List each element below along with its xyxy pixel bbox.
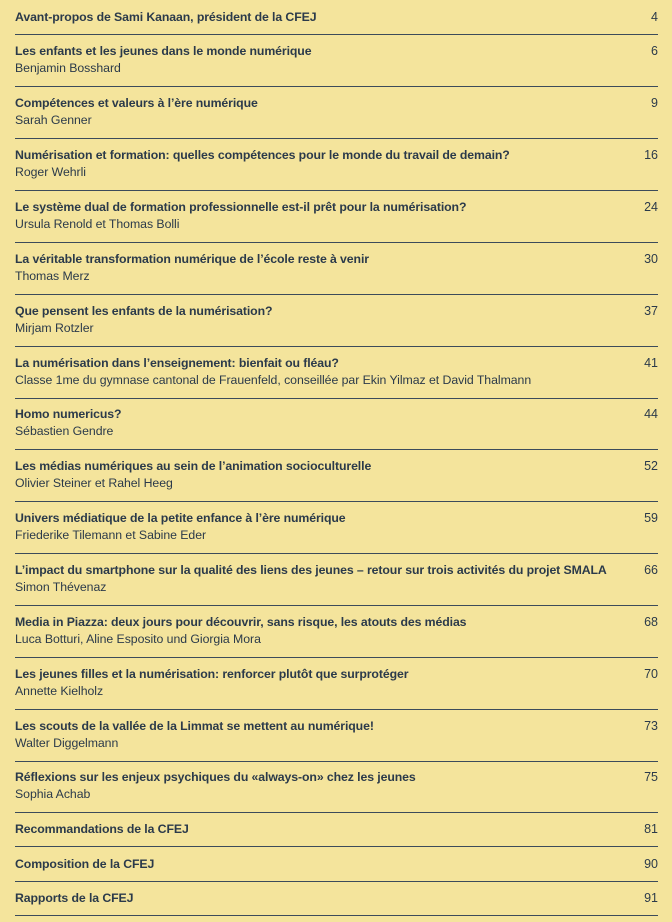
entry-page-number: 75: [644, 770, 658, 784]
entry-author: Sébastien Gendre: [15, 424, 114, 438]
toc-entry[interactable]: [15, 458, 658, 502]
entry-title: Homo numericus?: [15, 407, 122, 421]
entry-page-number: 70: [644, 667, 658, 681]
entry-author: Roger Wehrli: [15, 165, 86, 179]
entry-page-number: 6: [651, 44, 658, 58]
entry-title: Que pensent les enfants de la numérisation?: [15, 304, 273, 318]
entry-page-number: 91: [644, 891, 658, 905]
entry-author: Thomas Merz: [15, 269, 90, 283]
toc-entry[interactable]: [15, 303, 658, 347]
toc-entry[interactable]: [15, 510, 658, 554]
entry-title: Rapports de la CFEJ: [15, 891, 134, 905]
entry-title: Compétences et valeurs à l’ère numérique: [15, 96, 258, 110]
toc-entry[interactable]: [15, 614, 658, 658]
entry-author: Annette Kielholz: [15, 684, 104, 698]
entry-author: Mirjam Rotzler: [15, 321, 94, 335]
entry-page-number: 16: [644, 148, 658, 162]
entry-author: Walter Diggelmann: [15, 736, 119, 750]
toc-entry[interactable]: [15, 406, 658, 450]
entry-author: Benjamin Bosshard: [15, 61, 121, 75]
entry-author: Classe 1me du gymnase cantonal de Frauenfeld, conseillée par Ekin Yilmaz et David Thalmann: [15, 373, 532, 387]
entry-title: Avant-propos de Sami Kanaan, président de la CFEJ: [15, 10, 317, 24]
entry-page-number: 41: [644, 356, 658, 370]
entry-page-number: 4: [651, 10, 658, 24]
toc-entry[interactable]: [15, 718, 658, 762]
entry-author: Sarah Genner: [15, 113, 92, 127]
entry-title: La véritable transformation numérique de l’école reste à venir: [15, 252, 369, 266]
entry-page-number: 73: [644, 719, 658, 733]
entry-page-number: 30: [644, 252, 658, 266]
toc-entry[interactable]: [15, 769, 658, 813]
toc-entry[interactable]: [15, 147, 658, 191]
entry-title: Univers médiatique de la petite enfance à l’ère numérique: [15, 511, 346, 525]
toc-entry[interactable]: [15, 95, 658, 139]
entry-title: Réflexions sur les enjeux psychiques du «always-on» chez les jeunes: [15, 770, 416, 784]
entry-title: Les médias numériques au sein de l’animation socioculturelle: [15, 459, 372, 473]
entry-title: Les scouts de la vallée de la Limmat se mettent au numérique!: [15, 719, 374, 733]
entry-title: Media in Piazza: deux jours pour découvrir, sans risque, les atouts des médias: [15, 615, 467, 629]
toc-entry[interactable]: [15, 562, 658, 606]
toc-entry[interactable]: [15, 251, 658, 295]
entry-title: Le système dual de formation professionnelle est-il prêt pour la numérisation?: [15, 200, 467, 214]
toc-entry[interactable]: [15, 666, 658, 710]
entry-title: L’impact du smartphone sur la qualité des liens des jeunes – retour sur trois activités du projet SMALA: [15, 563, 607, 577]
entry-title: Numérisation et formation: quelles compétences pour le monde du travail de demain?: [15, 148, 510, 162]
entry-author: Friederike Tilemann et Sabine Eder: [15, 528, 207, 542]
entry-title: Recommandations de la CFEJ: [15, 822, 189, 836]
toc-entry[interactable]: [15, 199, 658, 243]
entry-author: Luca Botturi, Aline Esposito und Giorgia Mora: [15, 632, 261, 646]
entry-page-number: 37: [644, 304, 658, 318]
toc-entry[interactable]: [15, 43, 658, 87]
toc-entry[interactable]: [15, 890, 658, 916]
toc-entry[interactable]: [15, 355, 658, 399]
entry-page-number: 44: [644, 407, 658, 421]
entry-page-number: 24: [644, 200, 658, 214]
toc-entry[interactable]: [15, 856, 658, 882]
entry-page-number: 90: [644, 857, 658, 871]
entry-page-number: 9: [651, 96, 658, 110]
entry-author: Olivier Steiner et Rahel Heeg: [15, 476, 173, 490]
entry-page-number: 68: [644, 615, 658, 629]
entry-title: Les enfants et les jeunes dans le monde numérique: [15, 44, 312, 58]
toc-entry[interactable]: [15, 821, 658, 847]
entry-page-number: 66: [644, 563, 658, 577]
entry-author: Simon Thévenaz: [15, 580, 107, 594]
entry-author: Sophia Achab: [15, 787, 91, 801]
entry-page-number: 59: [644, 511, 658, 525]
entry-title: Les jeunes filles et la numérisation: renforcer plutôt que surprotéger: [15, 667, 409, 681]
toc-entry[interactable]: [15, 9, 658, 35]
entry-title: Composition de la CFEJ: [15, 857, 155, 871]
entry-author: Ursula Renold et Thomas Bolli: [15, 217, 180, 231]
entry-page-number: 81: [644, 822, 658, 836]
entry-page-number: 52: [644, 459, 658, 473]
entry-title: La numérisation dans l’enseignement: bienfait ou fléau?: [15, 356, 339, 370]
